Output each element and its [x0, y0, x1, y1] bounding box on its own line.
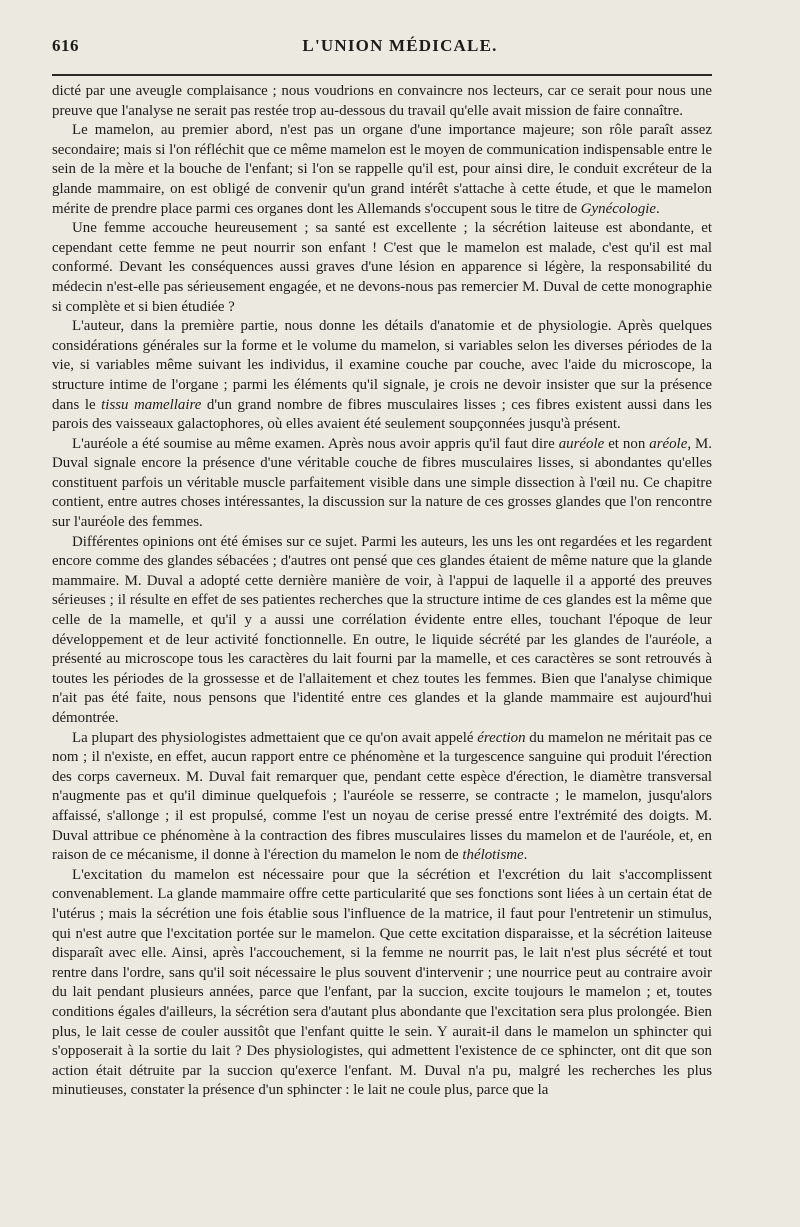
paragraph-6: Différentes opinions ont été émises sur ce sujet. Parmi les auteurs, les uns les ont regardées et les regardent encore comme des glandes sébacées ; d'autres ont pensé que ces glandes étaient de même nature que la glande mammaire. M. Duval a adopté cette dernière manière de voir, à l'appui de laquelle il a apporté des preuves sérieuses ; il résulte en effet de ses patientes recherches que la structure intime de ces glandes est la même que celle de la mamelle, et qu'il y a aussi une corrélation évidente entre elles, touchant l'époque de leur développement et de leur activité fonctionnelle. En outre, le liquide sécrété par les glandes de l'auréole, a présenté au microscope tous les caractères du lait fourni par la mamelle, et ces caractères se sont retrouvés à toutes les périodes de la grossesse et de l'allaitement et chez toutes les femmes. Bien que l'analyse chimique n'ait pas été faite, nous pensons que l'identité entre ces glandes et la glande mammaire est aujourd'hui démontrée. [52, 533, 712, 726]
paragraph-3: Une femme accouche heureusement ; sa santé est excellente ; la sécrétion laiteuse est abondante, et cependant cette femme ne peut nourrir son enfant ! C'est que le mamelon est malade, c'est qu'il est mal conformé. Devant les conséquences aussi graves d'une lésion en apparence si légère, la responsabilité du médecin n'est-elle pas sérieusement engagée, et ne devons-nous pas remercier M. Duval de cette monographie si complète et si bien étudiée ? [52, 220, 712, 315]
paragraph-1: dicté par une aveugle complaisance ; nous voudrions en convaincre nos lecteurs, car ce serait pour nous une preuve que l'analyse ne serait pas restée trop au-dessous du travail qu'elle avait mission de faire connaître. [52, 83, 712, 119]
body-text [52, 82, 712, 1101]
running-head: L'UNION MÉDICALE. [302, 36, 498, 55]
paragraph-7: La plupart des physiologistes admettaient que ce qu'on avait appelé érection du mamelon ne méritait pas ce nom ; il n'existe, en effet, aucun rapport entre ce phénomène et la turgescence sanguine qui produit l'érection des corps caverneux. M. Duval fait remarquer que, pendant cette espèce d'érection, le diamètre transversal n'augmente pas et qu'il diminue quelquefois ; l'auréole se resserre, se contracte ; le mamelon, jusqu'alors affaissé, s'allonge ; il est propulsé, comme l'est un noyau de cerise pressé entre l'extrémité des doigts. M. Duval attribue ce phénomène à la contraction des fibres musculaires lisses du mamelon et de l'auréole, et, en raison de ce mécanisme, il donne à l'érection du mamelon le nom de thélotisme. [52, 729, 712, 864]
paragraph-5: L'auréole a été soumise au même examen. Après nous avoir appris qu'il faut dire auréole et non aréole, M. Duval signale encore la présence d'une véritable couche de fibres musculaires lisses, si abondantes qu'elles constituent parfois un véritable muscle parfaitement visible dans une simple dissection à l'œil nu. Ce chapitre contient, entre autres choses intéressantes, la discussion sur la nature de ces grosses glandes que l'on rencontre sur l'auréole des femmes. [52, 435, 712, 531]
page-number: 616 [52, 36, 79, 55]
header-rule [52, 74, 712, 76]
paragraph-4: L'auteur, dans la première partie, nous donne les détails d'anatomie et de physiologie. Après quelques considérations générales sur la forme et le volume du mamelon, si variables selon les diverses périodes de la vie, si variables même suivant les individus, il examine couche par couche, avec l'aide du microscope, la structure intime de l'organe ; parmi les éléments qu'il signale, je crois ne devoir insister que sur la présence dans le tissu mamellaire d'un grand nombre de fibres musculaires lisses ; ces fibres existent aussi dans les parois des vaisseaux galactophores, où elles avaient été seulement soupçonnées jusqu'à présent. [52, 318, 712, 433]
paragraph-8: L'excitation du mamelon est nécessaire pour que la sécrétion et l'excrétion du lait s'accomplissent convenablement. La glande mammaire offre cette particularité que ses fonctions sont liées à un certain état de l'utérus ; mais la sécrétion une fois établie sous l'influence de la matrice, il faut pour l'entretenir un stimulus, qui n'est autre que l'excitation portée sur le mamelon. Que cette excitation disparaisse, et la sécrétion laiteuse disparaît avec elle. Ainsi, après l'accouchement, si la femme ne nourrit pas, le lait n'est plus sécrété et tout rentre dans l'ordre, sans qu'il soit nécessaire le plus souvent d'intervenir ; une nourrice peut au contraire avoir du lait pendant plusieurs années, parce que l'enfant, par la succion, excite toujours le mamelon ; et, toutes conditions égales d'ailleurs, la sécrétion sera d'autant plus abondante que l'excitation sera plus prolongée. Bien plus, le lait cesse de couler aussitôt que l'enfant quitte le sein. Y aurait-il dans le mamelon un sphincter qui s'opposerait à la sortie du lait ? Des physiologistes, qui admettent l'existence de ce sphincter, ont dit que son action était détruite par la succion qu'exerce l'enfant. M. Duval n'a pu, malgré les recherches les plus minutieuses, constater la présence d'un sphincter : le lait ne coule plus, parce que la [52, 866, 712, 1099]
paragraph-2: Le mamelon, au premier abord, n'est pas un organe d'une importance majeure; son rôle paraît assez secondaire; mais si l'on réfléchit que ce même mamelon est le moyen de communication indispensable entre le sein de la mère et la bouche de l'enfant; si l'on se rappelle qu'il est, pour ainsi dire, le conduit excréteur de la glande mammaire, on est obligé de convenir qu'un grand intérêt s'attache à cette étude, et que le mamelon mérite de prendre place parmi ces organes dont les Allemands s'occupent sous le titre de Gynécologie. [52, 122, 712, 217]
